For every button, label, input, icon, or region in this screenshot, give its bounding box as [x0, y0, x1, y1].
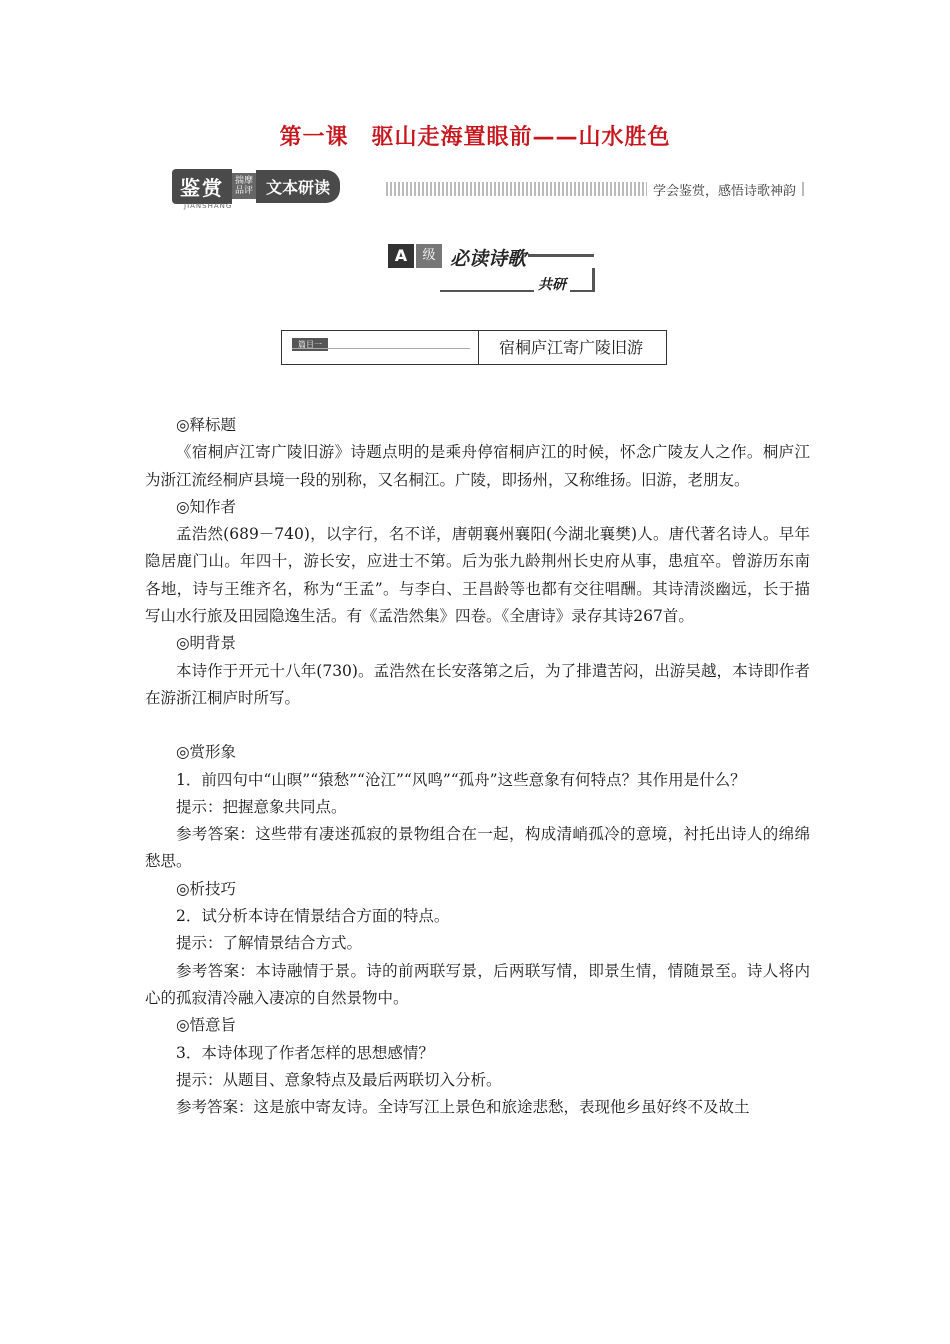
banner-badge-small	[232, 173, 256, 199]
main-content	[145, 412, 810, 1121]
section-heading: ◎悟意旨	[176, 1016, 237, 1035]
hint: 提示：从题目、意象特点及最后两联切入分析。	[176, 1070, 502, 1089]
level-subtitle: 共研	[534, 274, 570, 294]
banner-badge-small-top: 揣摩	[235, 176, 254, 186]
banner-badge	[172, 168, 340, 204]
banner-slogan: 学会鉴赏，感悟诗歌神韵	[647, 180, 802, 199]
level-rule	[440, 268, 595, 292]
section-heading: ◎知作者	[176, 497, 237, 516]
banner-pinyin: JIANSHANG	[184, 202, 233, 210]
banner-badge-main: 文本研读	[256, 170, 340, 203]
paragraph: 孟浩然(689－740)，以字行，名不详，唐朝襄州襄阳(今湖北襄樊)人。唐代著名诗人。早年隐居鹿门山。年四十，游长安，应进士不第。后为张九龄荆州长史府从事，患疽卒。曾游历东南各地，诗与王维齐名，称为“王孟”。与李白、王昌龄等也都有交往唱酬。其诗清淡幽远，长于描写山水行旅及田园隐逸生活。有《孟浩然集》四卷。《全唐诗》录存其诗267首。	[145, 525, 810, 626]
banner-badge-label: 鉴赏	[172, 169, 232, 204]
level-ji: 级	[416, 244, 442, 268]
question: 3．本诗体现了作者怎样的思想感情？	[176, 1043, 434, 1062]
poem-name: 宿桐庐江寄广陵旧游	[499, 338, 644, 357]
paragraph: 《宿桐庐江寄广陵旧游》诗题点明的是乘舟停宿桐庐江的时候，怀念广陵友人之作。桐庐江为浙江流经桐庐县境一段的别称，又名桐江。广陵，即扬州，又称维扬。旧游，老朋友。	[145, 443, 810, 489]
poem-tag-rule	[292, 348, 470, 349]
paragraph: 本诗作于开元十八年(730)。孟浩然在长安落第之后，为了排遣苦闷，出游吴越，本诗即作者在游浙江桐庐时所写。	[145, 661, 810, 707]
answer: 参考答案：本诗融情于景。诗的前两联写景，后两联写情，即景生情，情随景至。诗人将内心的孤寂清冷融入凄凉的自然景物中。	[145, 961, 810, 1007]
hint: 提示：把握意象共同点。	[176, 797, 347, 816]
hint: 提示：了解情景结合方式。	[176, 934, 363, 953]
section-heading: ◎释标题	[176, 416, 237, 434]
poem-title-box	[281, 330, 667, 365]
section-heading: ◎明背景	[176, 634, 237, 653]
section-banner	[172, 168, 808, 212]
section-heading: ◎析技巧	[176, 879, 237, 898]
level-title: 必读诗歌	[450, 248, 527, 270]
level-heading	[388, 244, 596, 296]
question: 2．试分析本诗在情景结合方面的特点。	[176, 907, 450, 926]
answer: 参考答案：这是旅中寄友诗。全诗写江上景色和旅途悲愁，表现他乡虽好终不及故土	[176, 1098, 750, 1117]
spacer	[145, 712, 810, 739]
level-rule-top	[528, 254, 594, 257]
question: 1．前四句中“山暝”“猿愁”“沧江”“风鸣”“孤舟”这些意象有何特点？其作用是什么？	[176, 770, 746, 789]
answer: 参考答案：这些带有凄迷孤寂的景物组合在一起，构成清峭孤冷的意境，衬托出诗人的绵绵愁思。	[145, 825, 810, 871]
poem-tag-cell	[282, 331, 479, 364]
page-title: 第一课 驱山走海置眼前——山水胜色	[279, 125, 671, 150]
banner-badge-small-bottom: 品评	[235, 186, 254, 196]
poem-tag: 篇目一	[292, 338, 328, 351]
level-letter: A	[388, 244, 414, 268]
section-heading: ◎赏形象	[176, 743, 237, 762]
